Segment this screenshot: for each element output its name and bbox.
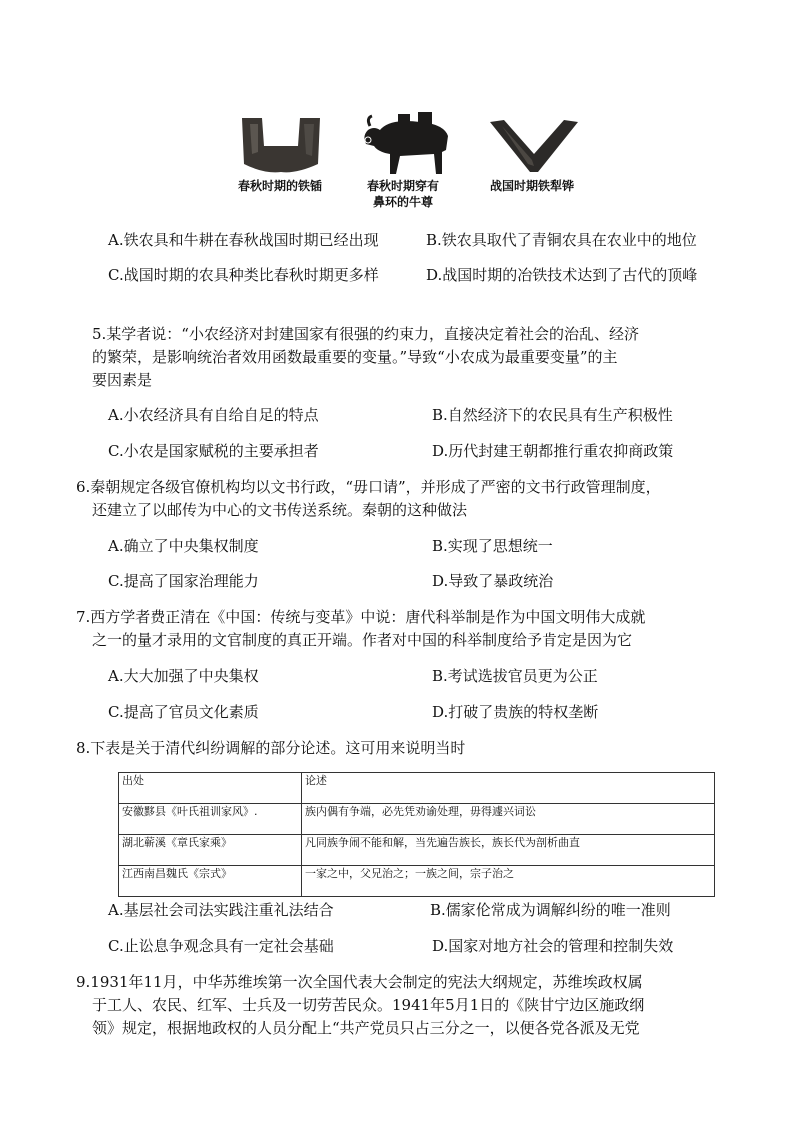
table-cell: 凡同族争闹不能和解，当先遍告族长，族长代为剖析曲直 <box>302 835 715 866</box>
q9-stem-line2: 于工人、农民、红军、士兵及一切劳苦民众。1941年5月1日的《陕甘宁边区施政纲 <box>92 996 645 1014</box>
q8-option-d: D.国家对地方社会的管理和控制失效 <box>432 937 674 955</box>
iron-spade-artifact-icon <box>236 112 326 177</box>
figure-iron-spade <box>236 112 326 177</box>
table-row <box>119 835 715 866</box>
q8-option-a: A.基层社会司法实践注重礼法结合 <box>108 901 334 919</box>
q6-stem-line1: 6.秦朝规定各级官僚机构均以文书行政，“毋口请”，并形成了严密的文书行政管理制度， <box>76 478 661 496</box>
table-row <box>119 866 715 897</box>
table-header-row <box>119 773 715 804</box>
q5-option-d: D.历代封建王朝都推行重农抑商政策 <box>432 442 674 460</box>
table-cell: 安徽黟县《叶氏祖训家风》. <box>119 804 302 835</box>
q9-stem-line3: 领》规定，根据地政权的人员分配上“共产党员只占三分之一，以便各党各派及无党 <box>92 1019 640 1037</box>
q7-stem-line1: 7.西方学者费正清在《中国：传统与变革》中说：唐代科举制是作为中国文明伟大成就 <box>76 608 646 626</box>
figure-caption-2b: 鼻环的牛尊 <box>372 195 433 209</box>
q4-option-a: A.铁农具和牛耕在春秋战国时期已经出现 <box>108 231 379 249</box>
figure-plowshare <box>488 116 580 176</box>
q5-stem-line1: 5.某学者说：“小农经济对封建国家有很强的约束力，直接决定着社会的治乱、经济 <box>92 325 639 343</box>
q5-stem-line2: 的繁荣，是影响统治者效用函数最重要的变量。”导致“小农成为最重要变量”的主 <box>92 348 618 366</box>
table-cell: 江西南昌魏氏《宗式》 <box>119 866 302 897</box>
q7-stem-line2: 之一的量才录用的文官制度的真正开端。作者对中国的科举制度给予肯定是因为它 <box>92 631 633 649</box>
figure-ox-statue <box>360 110 455 180</box>
q7-option-a: A.大大加强了中央集权 <box>108 667 259 685</box>
q8-option-b: B.儒家伦常成为调解纠纷的唯一准则 <box>430 901 671 919</box>
iron-plowshare-artifact-icon <box>488 116 580 176</box>
table-header-source: 出处 <box>119 773 302 804</box>
q6-option-b: B.实现了思想统一 <box>432 537 553 555</box>
q7-option-b: B.考试选拔官员更为公正 <box>432 667 598 685</box>
q8-option-c: C.止讼息争观念具有一定社会基础 <box>108 937 334 955</box>
table-cell: 一家之中，父兄治之；一族之间，宗子治之 <box>302 866 715 897</box>
q7-option-d: D.打破了贵族的特权垄断 <box>432 703 599 721</box>
q5-option-c: C.小农是国家赋税的主要承担者 <box>108 442 319 460</box>
table-row <box>119 804 715 835</box>
figure-caption-2a: 春秋时期穿有 <box>366 179 439 193</box>
q6-option-a: A.确立了中央集权制度 <box>108 537 259 555</box>
q8-stem-line1: 8.下表是关于清代纠纷调解的部分论述。这可用来说明当时 <box>76 739 466 757</box>
q4-option-c: C.战国时期的农具种类比春秋时期更多样 <box>108 266 379 284</box>
q8-table <box>118 772 715 897</box>
q4-option-d: D.战国时期的冶铁技术达到了古代的顶峰 <box>426 266 698 284</box>
q5-option-a: A.小农经济具有自给自足的特点 <box>108 406 319 424</box>
bronze-ox-statue-icon <box>360 110 455 180</box>
figure-caption-1: 春秋时期的铁锸 <box>237 179 322 193</box>
q6-option-d: D.导致了暴政统治 <box>432 572 554 590</box>
q4-option-b: B.铁农具取代了青铜农具在农业中的地位 <box>426 231 697 249</box>
table-cell: 族内偶有争端，必先凭劝谕处理，毋得遽兴词讼 <box>302 804 715 835</box>
q5-option-b: B.自然经济下的农民具有生产积极性 <box>432 406 673 424</box>
table-cell: 湖北蕲溪《章氏家乘》 <box>119 835 302 866</box>
q9-stem-line1: 9.1931年11月，中华苏维埃第一次全国代表大会制定的宪法大纲规定，苏维埃政权属 <box>76 973 643 991</box>
q6-stem-line2: 还建立了以邮传为中心的文书传送系统。秦朝的这种做法 <box>92 501 468 519</box>
q5-stem-line3: 要因素是 <box>92 371 153 389</box>
q7-option-c: C.提高了官员文化素质 <box>108 703 259 721</box>
figure-caption-3: 战国时期铁犁铧 <box>489 179 574 193</box>
table-header-statement: 论述 <box>302 773 715 804</box>
q6-option-c: C.提高了国家治理能力 <box>108 572 259 590</box>
